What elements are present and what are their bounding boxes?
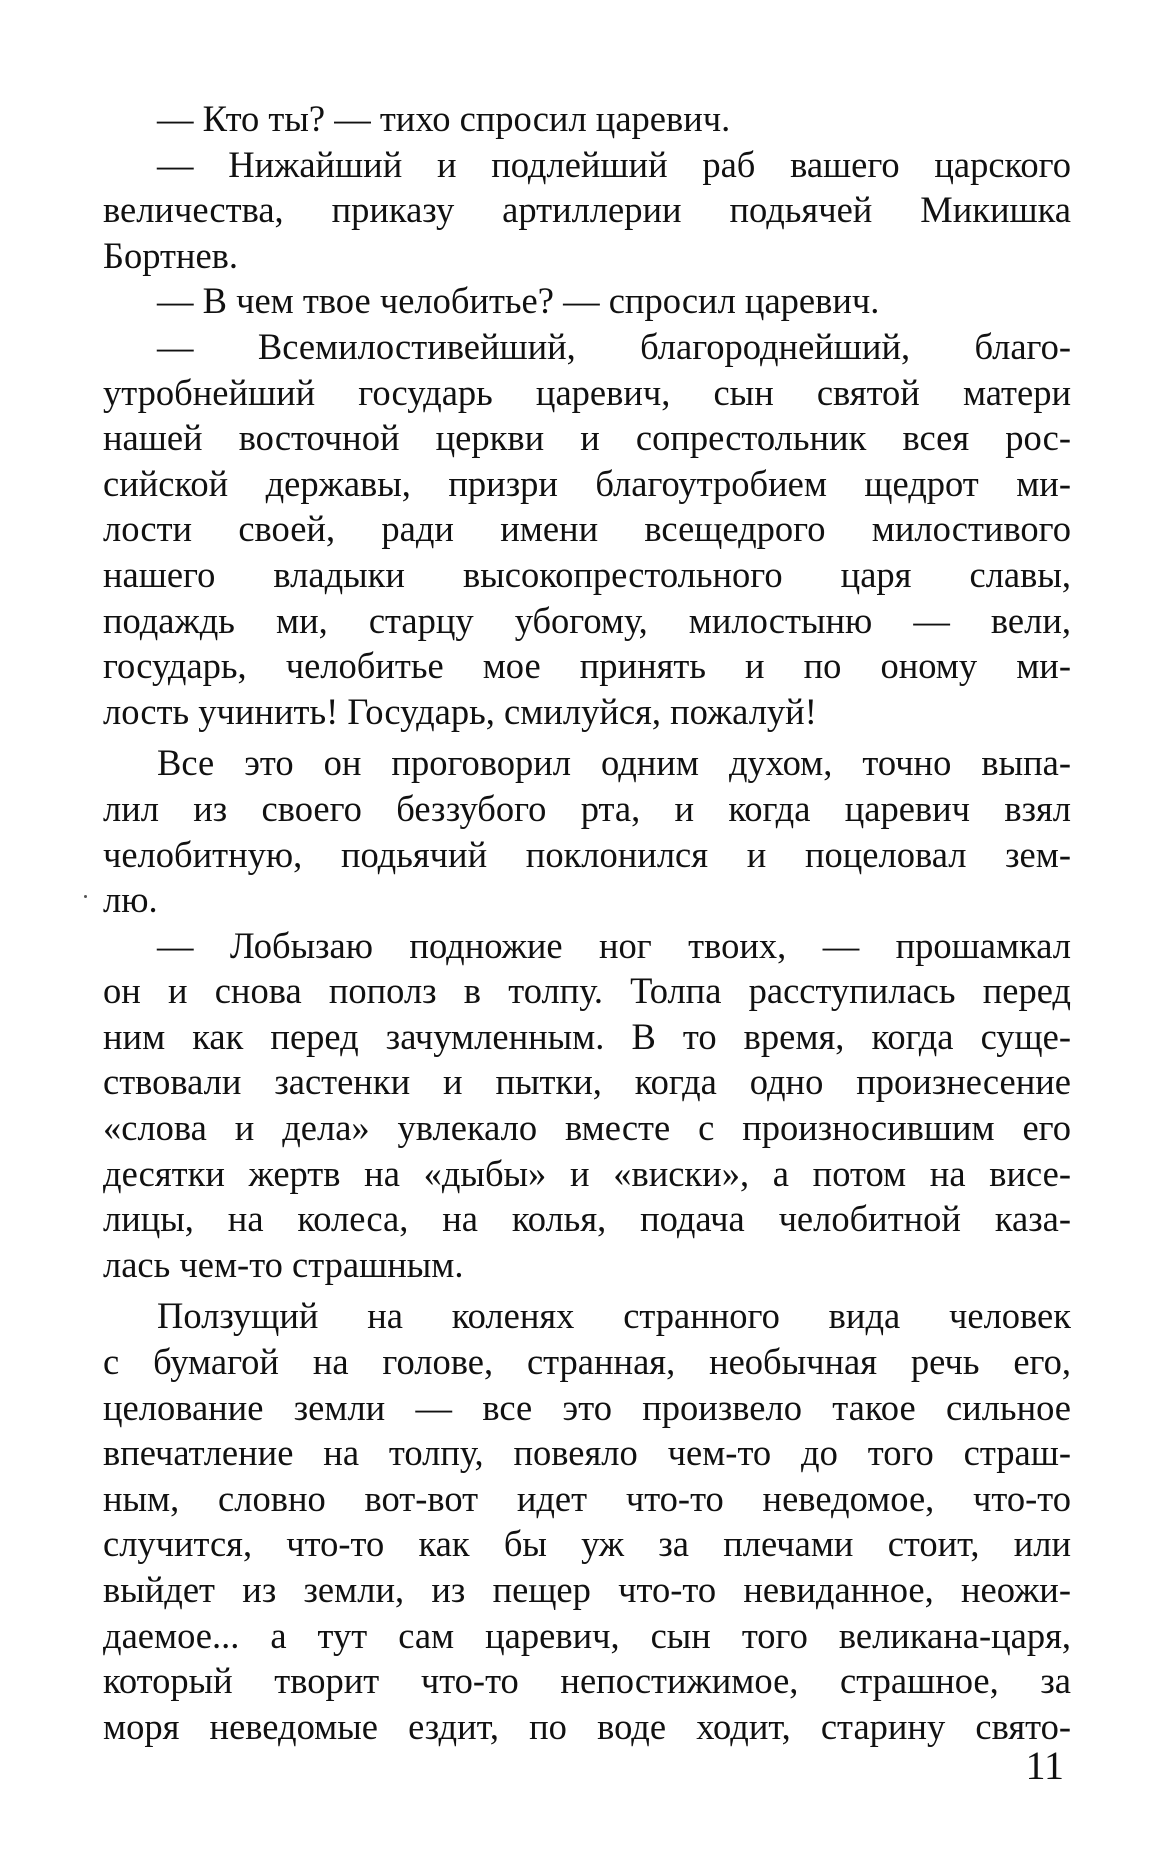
text-line: ствовали застенки и пытки, когда одно произнесение [103, 1061, 1071, 1103]
text-line: лость учинить! Государь, смилуйся, пожалуй! [103, 690, 817, 732]
text-line: — Всемилостивейший, благороднейший, благо- [157, 325, 1071, 367]
text-line: — Кто ты? — тихо спросил царевич. [157, 98, 731, 139]
text-line: даемое... а тут сам царевич, сын того великана-царя, [103, 1614, 1071, 1656]
text-line: нашей восточной церкви и сопрестольник всея рос- [103, 417, 1071, 459]
text-line: он и снова пополз в толпу. Толпа расступилась перед [103, 970, 1071, 1012]
text-line: лости своей, ради имени всещедрого милостивого [103, 508, 1071, 550]
text-line: государь, челобитье мое принять и по оному ми- [103, 645, 1071, 687]
text-line: сийской державы, призри благоутробием щедрот ми- [103, 462, 1071, 504]
text-line: ным, словно вот-вот идет что-то неведомое, что-то [103, 1477, 1071, 1519]
text-line: ним как перед зачумленным. В то время, когда суще- [103, 1015, 1071, 1057]
text-line: Ползущий на коленях странного вида человек [157, 1295, 1071, 1337]
text-line: нашего владыки высокопрестольного царя славы, [103, 553, 1071, 595]
text-line: — Нижайший и подлейший раб вашего царского [157, 143, 1071, 185]
text-line: — Лобызаю подножие ног твоих, — прошамкал [157, 924, 1071, 966]
page-number: 11 [1025, 1743, 1064, 1788]
text-line: который творит что-то непостижимое, страшное, за [103, 1660, 1071, 1702]
print-speck [84, 895, 87, 898]
text-line: Бортнев. [103, 234, 239, 276]
text-line: целование земли — все это произвело такое сильное [103, 1386, 1071, 1428]
text-line: подаждь ми, старцу убогому, милостыню — вели, [103, 599, 1071, 641]
text-line: утробнейший государь царевич, сын святой матери [103, 371, 1071, 413]
text-line: лю. [103, 879, 158, 921]
text-line: выйдет из земли, из пещер что-то невиданное, неожи- [103, 1569, 1071, 1610]
text-line: — В чем твое челобитье? — спросил царевич. [157, 280, 880, 322]
text-line: Все это он проговорил одним духом, точно выпа- [157, 742, 1071, 784]
text-line: случится, что-то как бы уж за плечами стоит, или [103, 1523, 1071, 1565]
text-line: десятки жертв на «дыбы» и «виски», а потом на висе- [103, 1152, 1071, 1194]
text-line: лицы, на колеса, на колья, подача челобитной каза- [103, 1198, 1071, 1240]
text-line: лась чем-то страшным. [103, 1243, 464, 1285]
text-line: с бумагой на голове, странная, необычная речь его, [103, 1341, 1071, 1383]
text-line: впечатление на толпу, повеяло чем-то до того страш- [103, 1432, 1071, 1474]
text-line: величества, приказу артиллерии подьячей Микишка [103, 189, 1071, 231]
text-line: моря неведомые ездит, по воде ходит, старину свято- [103, 1705, 1071, 1747]
text-line: лил из своего беззубого рта, и когда царевич взял [103, 787, 1071, 829]
text-line: челобитную, подьячий поклонился и поцеловал зем- [103, 833, 1071, 875]
body-text [103, 96, 1071, 1749]
text-line: «слова и дела» увлекало вместе с произносившим его [103, 1107, 1071, 1149]
